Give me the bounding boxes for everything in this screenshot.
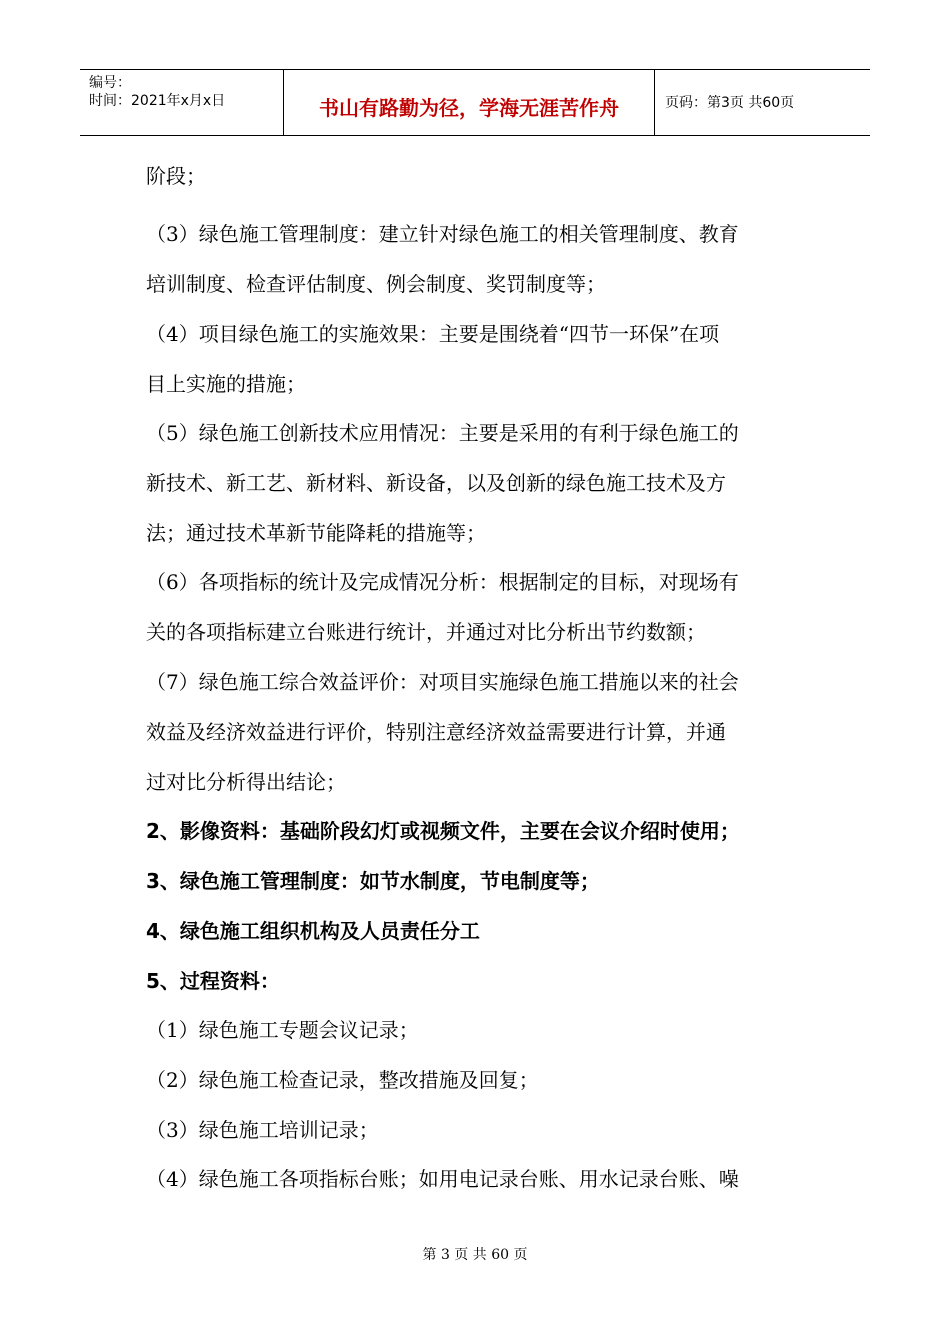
body-line: 法；通过技术革新节能降耗的措施等； bbox=[146, 521, 486, 545]
document-number-label: 编号： bbox=[89, 75, 131, 91]
body-line: （1）绿色施工专题会议记录； bbox=[146, 1018, 419, 1042]
page-footer: 第 3 页 共 60 页 bbox=[422, 1247, 528, 1263]
body-line: （3）绿色施工管理制度：建立针对绿色施工的相关管理制度、教育 bbox=[146, 222, 739, 246]
header-middle-cell bbox=[283, 70, 655, 135]
body-line: （7）绿色施工综合效益评价：对项目实施绿色施工措施以来的社会 bbox=[146, 670, 739, 694]
section-heading: 4、绿色施工组织机构及人员责任分工 bbox=[146, 919, 480, 943]
body-line: 目上实施的措施； bbox=[146, 372, 306, 396]
document-header bbox=[80, 69, 870, 136]
body-line: （6）各项指标的统计及完成情况分析：根据制定的目标，对现场有 bbox=[146, 570, 739, 594]
body-line: 过对比分析得出结论； bbox=[146, 770, 346, 794]
section-heading: 5、过程资料： bbox=[146, 969, 280, 993]
body-line: （3）绿色施工培训记录； bbox=[146, 1118, 379, 1142]
header-right-cell bbox=[655, 70, 870, 135]
body-line: （2）绿色施工检查记录，整改措施及回复； bbox=[146, 1068, 539, 1092]
body-line: 培训制度、检查评估制度、例会制度、奖罚制度等； bbox=[146, 272, 606, 296]
header-motto: 书山有路勤为径，学海无涯苦作舟 bbox=[319, 96, 619, 120]
body-line: 阶段； bbox=[146, 164, 206, 188]
body-line: 新技术、新工艺、新材料、新设备，以及创新的绿色施工技术及方 bbox=[146, 471, 726, 495]
header-left-cell bbox=[80, 70, 283, 135]
document-date: 时间：2021年x月x日 bbox=[89, 93, 226, 109]
body-line: （4）项目绿色施工的实施效果：主要是围绕着“四节一环保”在项 bbox=[146, 322, 720, 346]
body-line: 关的各项指标建立台账进行统计，并通过对比分析出节约数额； bbox=[146, 620, 706, 644]
body-line: （5）绿色施工创新技术应用情况：主要是采用的有利于绿色施工的 bbox=[146, 421, 739, 445]
header-page-info: 页码：第3页 共60页 bbox=[665, 95, 795, 111]
body-line: （4）绿色施工各项指标台账；如用电记录台账、用水记录台账、噪 bbox=[146, 1167, 739, 1191]
body-line: 效益及经济效益进行评价，特别注意经济效益需要进行计算，并通 bbox=[146, 720, 726, 744]
section-heading: 3、绿色施工管理制度：如节水制度，节电制度等； bbox=[146, 869, 600, 893]
section-heading: 2、影像资料：基础阶段幻灯或视频文件，主要在会议介绍时使用； bbox=[146, 819, 740, 843]
